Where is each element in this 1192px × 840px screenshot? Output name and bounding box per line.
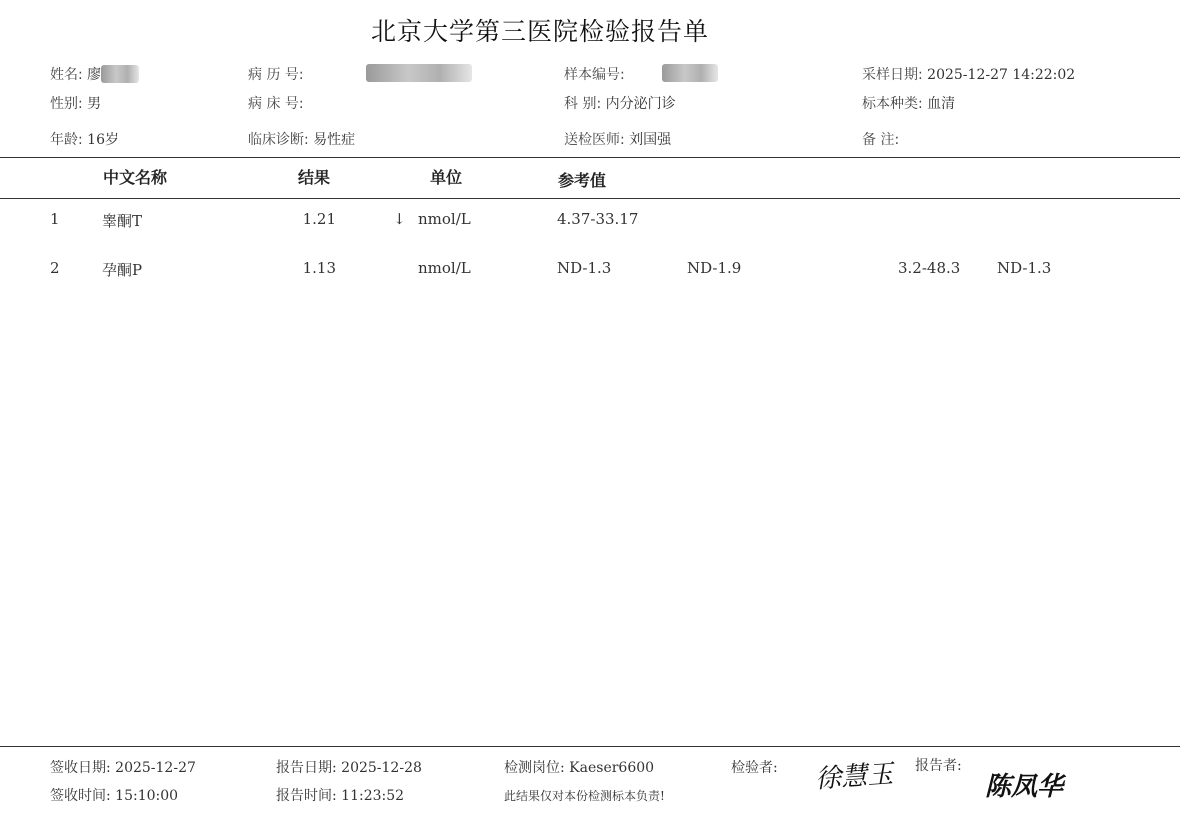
receive-time: 签收时间: 15:10:00 (50, 788, 179, 804)
name-field (50, 64, 139, 84)
diagnosis-label: 临床诊断: (248, 132, 309, 148)
row-reference: 3.2-48.3 (898, 259, 961, 277)
age-value: 16岁 (87, 132, 119, 148)
sample-type-label: 标本种类: (862, 96, 923, 112)
remark-field (862, 129, 899, 149)
department-label: 科 别: (564, 96, 602, 112)
row-reference: 4.37-33.17 (557, 210, 639, 228)
doctor-field (564, 129, 671, 149)
row-index: 2 (50, 259, 60, 277)
remark-label: 备 注: (862, 132, 900, 148)
col-header-result: 结果 (298, 168, 331, 187)
collect-date-value: 2025-12-27 14:22:02 (927, 67, 1076, 83)
sample-type-field (862, 93, 955, 113)
row-result: 1.21 (302, 210, 336, 228)
name-label: 姓名: (50, 67, 83, 83)
row-result: 1.13 (302, 259, 336, 277)
row-unit: nmol/L (418, 210, 471, 228)
row-reference: ND-1.3 (557, 259, 612, 277)
collect-date-label: 采样日期: (862, 67, 923, 83)
sample-no-label: 样本编号: (564, 67, 625, 83)
report-date: 报告日期: 2025-12-28 (276, 760, 422, 776)
sample-type-value: 血清 (927, 96, 956, 112)
row-name: 孕酮P (102, 261, 143, 279)
collect-date-field (862, 64, 1075, 84)
diagnosis-field (248, 129, 355, 149)
department-value: 内分泌门诊 (605, 96, 676, 112)
row-flag-low: ↓ (393, 210, 406, 228)
inspector-label: 检验者: (731, 760, 778, 776)
gender-value: 男 (87, 96, 102, 112)
receive-date: 签收日期: 2025-12-27 (50, 760, 196, 776)
disclaimer: 此结果仅对本份检测标本负责! (504, 789, 665, 803)
col-header-name: 中文名称 (103, 168, 168, 187)
row-reference: ND-1.3 (997, 259, 1052, 277)
footer-rule (0, 746, 1180, 747)
name-value: 廖 (87, 67, 102, 83)
reporter-label: 报告者: (915, 758, 962, 774)
inspector-signature: 徐慧玉 (814, 759, 895, 795)
age-field (50, 129, 119, 149)
redacted-mask (101, 65, 139, 83)
row-reference: ND-1.9 (687, 259, 742, 277)
diagnosis-value: 易性症 (313, 132, 356, 148)
bed-no-field (248, 93, 304, 113)
col-header-reference: 参考值 (558, 171, 607, 190)
gender-field (50, 93, 101, 113)
department-field (564, 93, 676, 113)
col-header-unit: 单位 (430, 168, 463, 187)
age-label: 年龄: (50, 132, 83, 148)
row-name: 睾酮T (102, 212, 143, 230)
reporter-signature: 陈凤华 (985, 772, 1064, 802)
redacted-mask (662, 64, 718, 82)
gender-label: 性别: (50, 96, 83, 112)
bed-no-label: 病 床 号: (248, 96, 304, 112)
report-title: 北京大学第三医院检验报告单 (370, 17, 709, 46)
sample-no-field (564, 64, 625, 84)
test-station: 检测岗位: Kaeser6600 (504, 760, 655, 776)
table-top-rule (0, 157, 1180, 158)
report-time: 报告时间: 11:23:52 (276, 788, 405, 804)
redacted-mask (366, 64, 472, 82)
record-no-label: 病 历 号: (248, 67, 304, 83)
doctor-label: 送检医师: (564, 132, 625, 148)
doctor-value: 刘国强 (629, 132, 672, 148)
row-unit: nmol/L (418, 259, 471, 277)
row-index: 1 (50, 210, 60, 228)
record-no-field (248, 64, 304, 84)
table-header-rule (0, 198, 1180, 199)
